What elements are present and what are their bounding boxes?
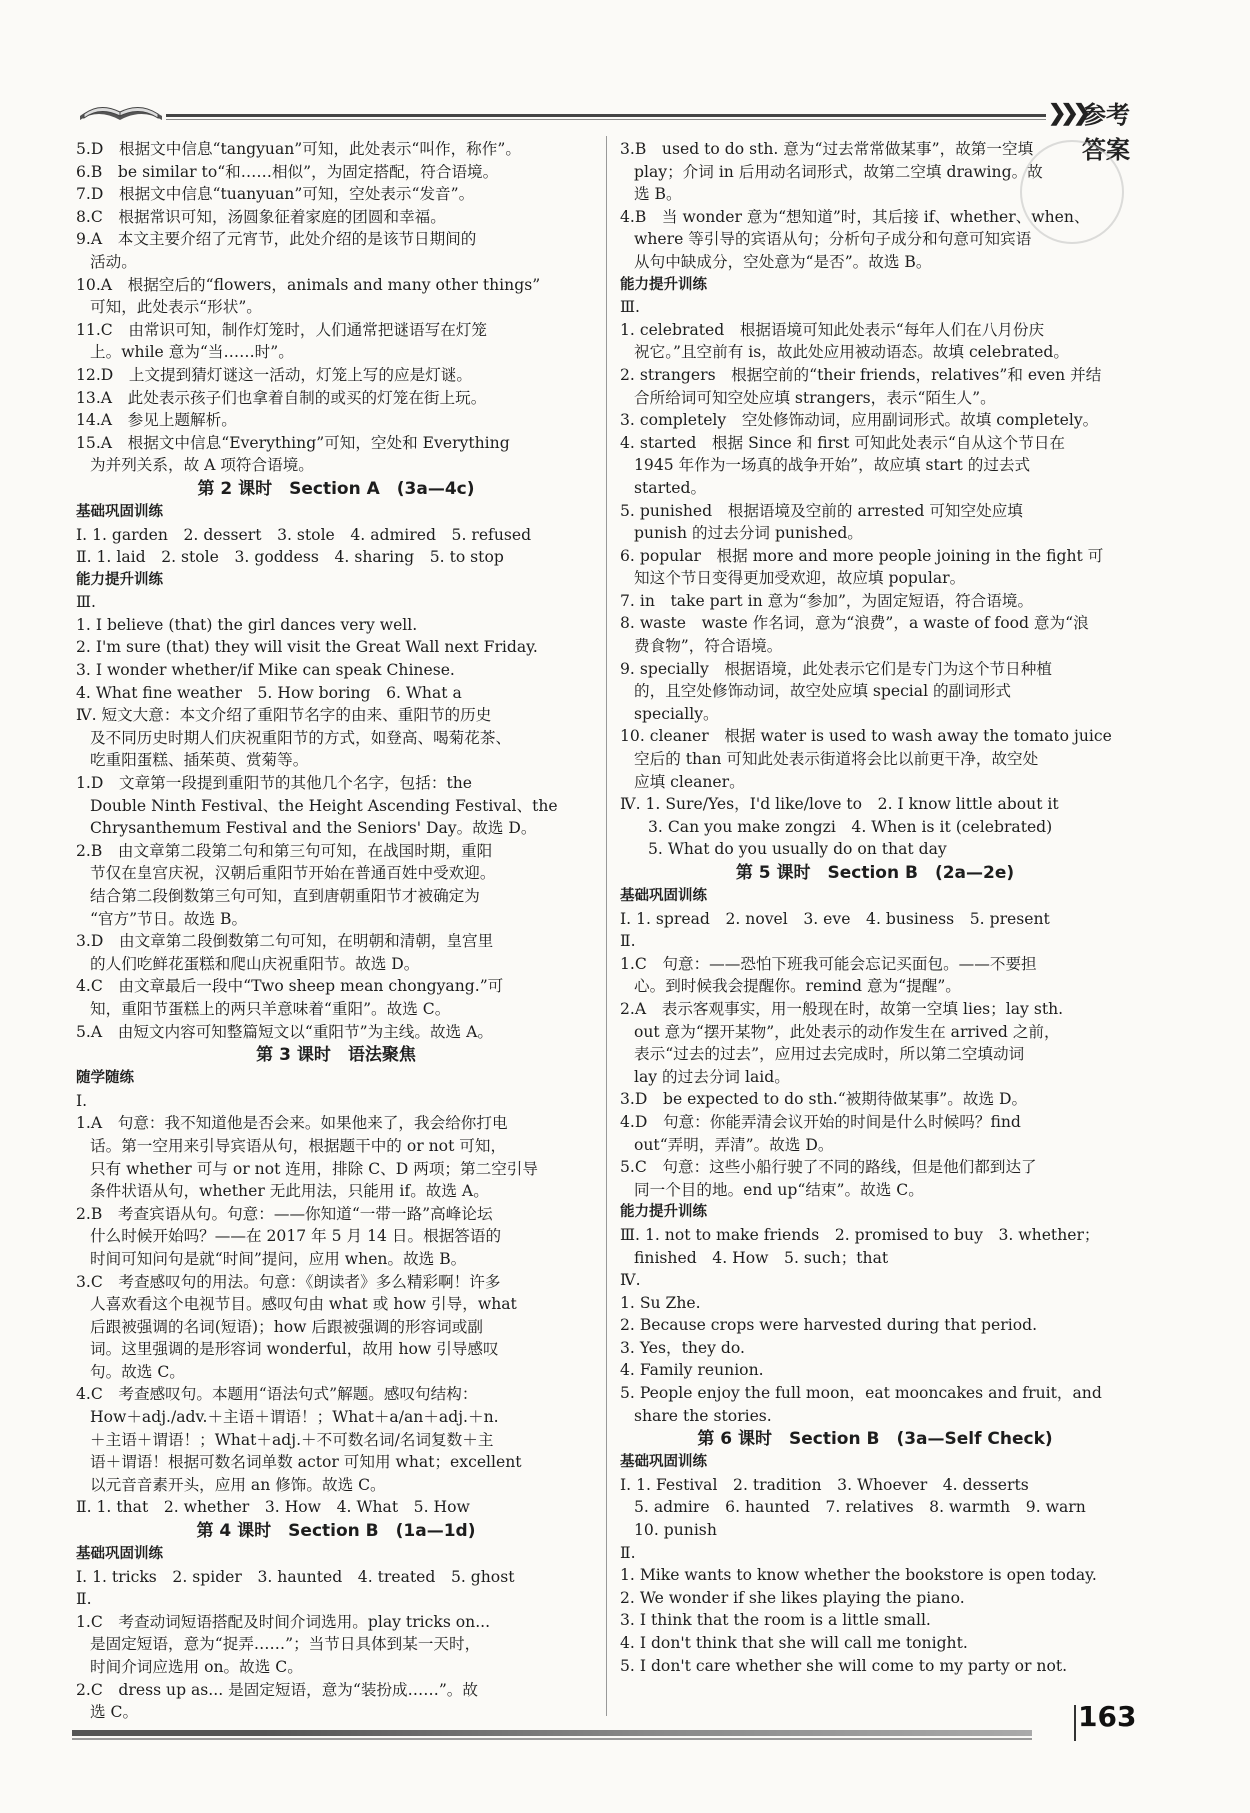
answer-line: 3.D 由文章第二段倒数第二句可知，在明朝和清朝，皇宫里 [76, 932, 494, 951]
answer-line: 2.C dress up as... 是固定短语，意为“装扮成……”。故 [76, 1680, 478, 1699]
subsection-heading: 随学随练 [76, 1070, 134, 1087]
answer-line: 5.C 句意：这些小船行驶了不同的路线，但是他们都到达了 [620, 1158, 1037, 1177]
answer-line: 3.B used to do sth. 意为“过去常常做某事”，故第一空填 [620, 140, 1034, 158]
answer-line: Ⅳ. 短文大意：本文介绍了重阳节名字的由来、重阳节的历史 [76, 706, 492, 725]
answer-continuation: started。 [634, 478, 707, 497]
answer-continuation: play；介词 in 后用动名词形式，故第二空填 drawing。故 [634, 162, 1043, 181]
answer-continuation: 只有 whether 可与 or not 连用，排除 C、D 两项；第二空引导 [90, 1159, 538, 1178]
answer-continuation: 空后的 than 可知此处表示街道将会比以前更干净，故空处 [634, 750, 1039, 769]
answer-continuation: punish 的过去分词 punished。 [634, 524, 863, 543]
answer-continuation: 可知，此处表示“形状”。 [90, 298, 262, 317]
answer-continuation: 上。while 意为“当……时”。 [90, 343, 294, 362]
answer-line: 8.C 根据常识可知，汤圆象征着家庭的团圆和幸福。 [76, 207, 446, 226]
answer-line: 2.B 考查宾语从句。句意：——你知道“一带一路”高峰论坛 [76, 1204, 493, 1223]
left-column [76, 138, 596, 1724]
answer-line: 5. People enjoy the full moon，eat mooncakes and fruit，and [620, 1384, 1102, 1403]
subsection-heading: 基础巩固训练 [620, 1454, 707, 1471]
answer-line: 1. celebrated 根据语境可知此处表示“每年人们在八月份庆 [620, 320, 1045, 339]
section-heading: 第 3 课时 语法聚焦 [256, 1045, 416, 1066]
answer-line: 14.A 参见上题解析。 [76, 411, 237, 430]
answer-continuation: “官方”节日。故选 B。 [90, 909, 248, 928]
answer-line: Ⅲ. 1. not to make friends 2. promised to buy 3. whether； [620, 1225, 1100, 1244]
answer-continuation: 活动。 [90, 252, 137, 271]
answer-line: 2. Because crops were harvested during that period. [620, 1316, 1038, 1335]
answer-continuation: 时间介词应选用 on。故选 C。 [90, 1658, 303, 1676]
answer-continuation: 同一个目的地。end up“结束”。故选 C。 [634, 1180, 924, 1199]
answer-line: Ⅳ. [620, 1271, 641, 1290]
answer-line: 10.A 根据空后的“flowers，animals and many other things” [76, 275, 541, 294]
answer-line: 1. I believe (that) the girl dances very well. [76, 615, 418, 634]
answer-continuation: finished 4. How 5. such；that [634, 1248, 889, 1267]
answer-line: 4. What fine weather 5. How boring 6. What a [76, 683, 462, 702]
subsection-heading: 能力提升训练 [620, 276, 707, 293]
answer-continuation: 人喜欢看这个电视节目。感叹句由 what 或 how 引导，what [90, 1295, 517, 1314]
answer-line: 10. cleaner 根据 water is used to wash away the tomato juice [620, 727, 1112, 746]
answer-line: 13.A 此处表示孩子们也拿着自制的或买的灯笼在街上玩。 [76, 388, 487, 407]
answer-line: 3. Yes，they do. [620, 1338, 745, 1357]
answer-line: 1. Mike wants to know whether the bookstore is open today. [620, 1566, 1097, 1585]
answer-line: 1.C 句意：——恐怕下班我可能会忘记买面包。——不要担 [620, 954, 1037, 973]
answer-continuation: 5. What do you usually do on that day [648, 840, 947, 859]
subsection-heading: 能力提升训练 [620, 1204, 707, 1221]
chevrons-icon: ❯❯❯ [1048, 100, 1086, 126]
answer-line: Ⅰ. [76, 1091, 88, 1110]
section-heading: 第 5 课时 Section B (2a—2e) [735, 863, 1015, 883]
answer-continuation: 知，重阳节蛋糕上的两只羊意味着“重阳”。故选 C。 [90, 999, 451, 1018]
column-divider [606, 136, 607, 1716]
footer-bar [72, 1730, 1032, 1736]
answer-continuation: 语＋谓语！根据可数名词单数 actor 可知用 what；excellent [90, 1453, 522, 1472]
answer-continuation: 的人们吃鲜花蛋糕和爬山庆祝重阳节。故选 D。 [90, 954, 420, 973]
answer-continuation: 以元音音素开头，应用 an 修饰。故选 C。 [90, 1475, 386, 1494]
answer-line: 7. in take part in 意为“参加”，为固定短语，符合语境。 [620, 591, 1034, 610]
answer-line: 15.A 根据文中信息“Everything”可知，空处和 Everything [76, 433, 510, 452]
answer-line: Ⅰ. 1. spread 2. novel 3. eve 4. business 5. present [620, 909, 1050, 928]
answer-line: Ⅰ. 1. tricks 2. spider 3. haunted 4. treated 5. ghost [76, 1567, 515, 1586]
answer-continuation: 5. admire 6. haunted 7. relatives 8. warmth 9. warn [634, 1498, 1086, 1517]
answer-continuation: 1945 年作为一场真的战争开始”，故应填 start 的过去式 [634, 456, 1031, 475]
answer-continuation: 结合第二段倒数第三句可知，直到唐朝重阳节才被确定为 [90, 887, 480, 905]
answer-line: 1.A 句意：我不知道他是否会来。如果他来了，我会给你打电 [76, 1114, 508, 1133]
answer-line: 1.C 考查动词短语搭配及时间介词选用。play tricks on... [76, 1612, 491, 1631]
answer-line: 4. I don't think that she will call me tonight. [620, 1634, 968, 1652]
answer-continuation: 费食物”，符合语境。 [634, 637, 783, 656]
answer-line: 2.B 由文章第二段第二句和第三句可知，在战国时期，重阳 [76, 841, 493, 860]
subsection-heading: 基础巩固训练 [620, 888, 707, 904]
answer-continuation: specially。 [634, 704, 719, 723]
answer-line: 8. waste waste 作名词，意为“浪费”，a waste of food 意为“浪 [620, 614, 1089, 633]
answer-continuation: 从句中缺成分，空处意为“是否”。故选 B。 [634, 252, 932, 271]
answer-line: 3.C 考查感叹句的用法。句意：《朗读者》多么精彩啊！许多 [76, 1272, 501, 1291]
answer-line: Ⅱ. [620, 932, 636, 951]
answer-line: 12.D 上文提到猜灯谜这一活动，灯笼上写的应是灯谜。 [76, 365, 472, 384]
answer-line: Ⅱ. 1. that 2. whether 3. How 4. What 5. How [76, 1498, 470, 1517]
answer-line: 2.A 表示客观事实，用一般现在时，故第一空填 lies；lay sth. [620, 999, 1064, 1018]
open-book-icon [76, 94, 166, 124]
answer-line: 7.D 根据文中信息“tuanyuan”可知，空处表示“发音”。 [76, 185, 475, 204]
subsection-heading: 基础巩固训练 [76, 503, 163, 520]
answer-line: 3. I think that the room is a little small. [620, 1611, 931, 1630]
answer-line: 4.B 当 wonder 意为“想知道”时，其后接 if、whether、when、 [620, 207, 1090, 226]
answer-continuation: 祝它。”且空前有 is，故此处应用被动语态。故填 celebrated。 [634, 343, 1069, 362]
answer-continuation: ＋主语＋谓语！；What＋adj.＋不可数名词/名词复数＋主 [90, 1430, 494, 1449]
answer-line: Ⅲ. [620, 298, 640, 317]
footer-rule [72, 1738, 1032, 1740]
answer-continuation: 吃重阳蛋糕、插茱萸、赏菊等。 [90, 751, 309, 770]
answer-line: Ⅰ. 1. Festival 2. tradition 3. Whoever 4. desserts [620, 1475, 1029, 1494]
answer-line: 3. completely 空处修饰动词，应用副词形式。故填 completely。 [620, 411, 1099, 430]
answer-line: 5. punished 根据语境及空前的 arrested 可知空处应填 [620, 501, 1023, 520]
answer-continuation: 3. Can you make zongzi 4. When is it (celebrated) [648, 817, 1053, 836]
answer-line: 3.D be expected to do sth.“被期待做某事”。故选 D。 [620, 1090, 1028, 1109]
header-title: 参考答案 [1082, 101, 1130, 164]
subsection-heading: 能力提升训练 [76, 571, 163, 588]
section-heading: 第 2 课时 Section A (3a—4c) [197, 478, 475, 499]
answer-line: 5.D 根据文中信息“tangyuan”可知，此处表示“叫作，称作”。 [76, 140, 521, 158]
answer-line: 2. strangers 根据空前的“their friends，relatives”和 even 并结 [620, 365, 1102, 384]
answer-continuation: 表示“过去的过去”，应用过去完成时，所以第二空填动词 [634, 1045, 1025, 1064]
page-number: 163 [1078, 1700, 1137, 1733]
header-rule-thin [166, 119, 1046, 120]
answer-continuation: How＋adj./adv.＋主语＋谓语！；What＋a/an＋adj.＋n. [90, 1408, 499, 1427]
answer-continuation: 知这个节日变得更加受欢迎，故应填 popular。 [634, 569, 966, 588]
answer-continuation: 什么时候开始吗？——在 2017 年 5 月 14 日。根据答语的 [90, 1227, 502, 1246]
answer-continuation: 及不同历史时期人们庆祝重阳节的方式，如登高、喝菊花茶、 [90, 728, 512, 747]
answer-continuation: 合所给词可知空处应填 strangers，表示“陌生人”。 [634, 388, 996, 407]
answer-line: 6.B be similar to“和……相似”，为固定搭配，符合语境。 [76, 162, 499, 181]
answer-line: Ⅱ. [76, 1590, 92, 1609]
answer-line: Ⅱ. 1. laid 2. stole 3. goddess 4. sharing 5. to stop [76, 548, 504, 567]
answer-continuation: 10. punish [634, 1521, 717, 1540]
answer-line: 4.C 考查感叹句。本题用“语法句式”解题。感叹句结构： [76, 1385, 478, 1404]
answer-continuation: 选 B。 [634, 185, 682, 204]
answer-line: 6. popular 根据 more and more people joining in the fight 可 [620, 546, 1104, 565]
answer-continuation: 条件状语从句，whether 无此用法，只能用 if。故选 A。 [90, 1182, 489, 1201]
answer-continuation: 为并列关系，故 A 项符合语境。 [90, 456, 314, 475]
answer-line: 1. Su Zhe. [620, 1293, 701, 1312]
answer-line: Ⅰ. 1. garden 2. dessert 3. stole 4. admired 5. refused [76, 525, 532, 544]
answer-continuation: 心。到时候我会提醒你。remind 意为“提醒”。 [634, 977, 961, 996]
answer-line: 1.D 文章第一段提到重阳节的其他几个名字，包括：the [76, 774, 472, 793]
answer-continuation: Chrysanthemum Festival and the Seniors' Day。故选 D。 [90, 819, 537, 838]
answer-line: 4.D 句意：你能弄清会议开始的时间是什么时候吗？find [620, 1112, 1021, 1131]
answer-line: 2. We wonder if she likes playing the piano. [620, 1588, 965, 1607]
answer-line: 3. I wonder whether/if Mike can speak Chinese. [76, 661, 455, 680]
answer-line: 5.A 由短文内容可知整篇短文以“重阳节”为主线。故选 A。 [76, 1022, 493, 1041]
answer-continuation: out 意为“摆开某物”，此处表示的动作发生在 arrived 之前， [634, 1022, 1060, 1041]
answer-line: 5. I don't care whether she will come to my party or not. [620, 1656, 1068, 1675]
answer-continuation: 时间可知问句是就“时间”提问，应用 when。故选 B。 [90, 1249, 467, 1268]
answer-continuation: 选 C。 [90, 1703, 139, 1722]
answer-continuation: 应填 cleaner。 [634, 772, 745, 791]
answer-continuation: 词。这里强调的是形容词 wonderful，故用 how 引导感叹 [90, 1340, 499, 1359]
answer-continuation: 句。故选 C。 [90, 1362, 185, 1381]
answer-continuation: 的，且空处修饰动词，故空处应填 special 的副词形式 [634, 682, 1012, 701]
section-heading: 第 6 课时 Section B (3a—Self Check) [697, 1429, 1053, 1450]
answer-continuation: out“弄明，弄清”。故选 D。 [634, 1135, 834, 1154]
subsection-heading: 基础巩固训练 [76, 1546, 163, 1563]
answer-continuation: 是固定短语，意为“捉弄……”；当节日具体到某一天时， [90, 1635, 481, 1654]
answer-continuation: 节仅在皇宫庆祝，汉朝后重阳节开始在普通百姓中受欢迎。 [90, 864, 496, 883]
answer-line: 9. specially 根据语境，此处表示它们是专门为这个节日种植 [620, 659, 1052, 678]
answer-continuation: where 等引导的宾语从句；分析句子成分和句意可知宾语 [634, 230, 1032, 249]
answer-line: 4. started 根据 Since 和 first 可知此处表示“自从这个节日在 [620, 433, 1066, 452]
answer-line: 2. I'm sure (that) they will visit the Great Wall next Friday. [76, 638, 538, 657]
answer-continuation: 后跟被强调的名词(短语)；how 后跟被强调的形容词或副 [90, 1317, 483, 1336]
right-column [620, 138, 1130, 1677]
answer-line: Ⅳ. 1. Sure/Yes，I'd like/love to 2. I know little about it [620, 795, 1059, 814]
section-heading: 第 4 课时 Section B (1a—1d) [196, 1521, 476, 1542]
header-rule [166, 114, 1046, 117]
answer-continuation: 话。第一空用来引导宾语从句，根据题干中的 or not 可知， [90, 1136, 507, 1155]
answer-continuation: lay 的过去分词 laid。 [634, 1067, 790, 1086]
answer-line: Ⅱ. [620, 1543, 636, 1562]
answer-continuation: Double Ninth Festival、the Height Ascending Festival、the [90, 796, 558, 815]
answer-line: 9.A 本文主要介绍了元宵节，此处介绍的是该节日期间的 [76, 230, 477, 249]
answer-line: 4.C 由文章最后一段中“Two sheep mean chongyang.”可 [76, 977, 504, 996]
answer-continuation: share the stories. [634, 1406, 772, 1425]
answer-line: 11.C 由常识可知，制作灯笼时，人们通常把谜语写在灯笼 [76, 320, 487, 339]
footer-divider [1074, 1705, 1076, 1741]
answer-line: 4. Family reunion. [620, 1361, 764, 1380]
answer-line: Ⅲ. [76, 593, 96, 612]
